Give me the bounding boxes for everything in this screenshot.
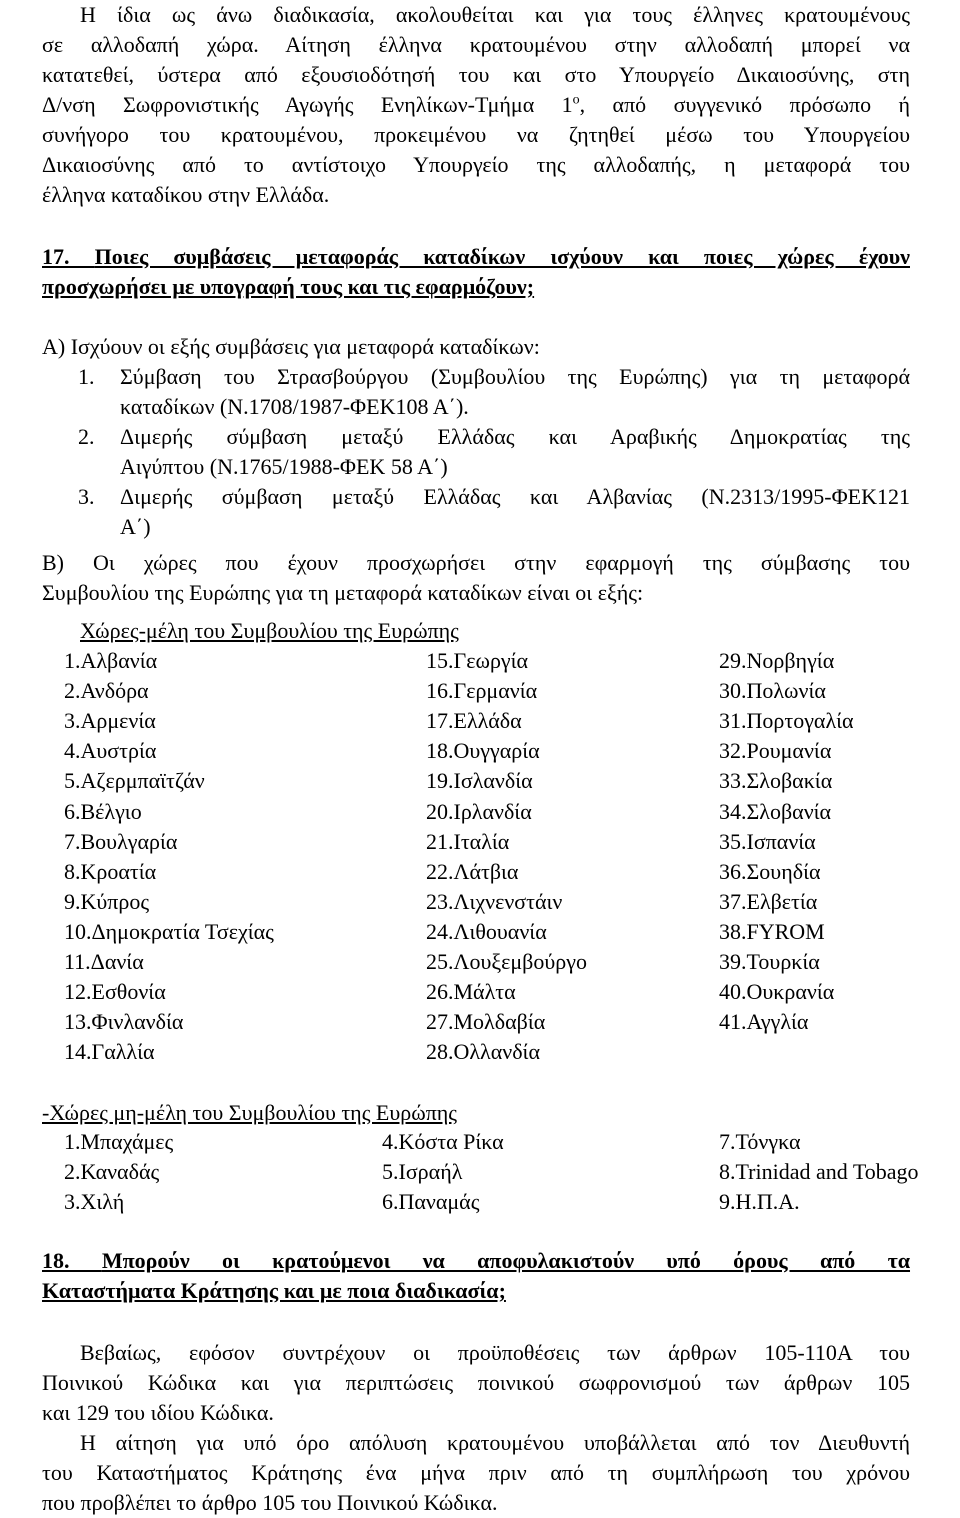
country-item: 33.Σλοβακία (719, 768, 833, 794)
intro-line: συνήγορο του κρατουμένου, προκειμένου να ζητηθεί μέσω του Υπουργείου (42, 122, 910, 147)
country-item: 19.Ισλανδία (426, 768, 533, 794)
country-item: 7.Βουλγαρία (64, 828, 178, 854)
country-item: 16.Γερμανία (426, 678, 538, 704)
country-item: 1.Μπαχάμες (64, 1129, 174, 1154)
intro-line: έλληνα καταδίκου στην Ελλάδα. (42, 182, 330, 207)
country-item: 24.Λιθουανία (426, 918, 547, 944)
country-item: 25.Λουξεμβούργο (426, 949, 587, 974)
country-item: 5.Ισραήλ (382, 1159, 463, 1185)
members-heading: Χώρες-μέλη του Συμβουλίου της Ευρώπης (80, 618, 459, 643)
country-item: 5.Αζερμπαϊτζάν (64, 768, 205, 794)
intro-line: κατατεθεί, ύστερα από εξουσιοδότησή του και στο Υπουργείο Δικαιοσύνης, στη (42, 62, 910, 87)
part-a (42, 332, 910, 362)
country-item: 22.Λάτβια (426, 858, 519, 884)
country-item: 15.Γεωργία (426, 648, 529, 673)
body-line: Βεβαίως, εφόσον συντρέχουν οι προϋποθέσεις των άρθρων 105-110Α του (80, 1340, 910, 1365)
country-item: 37.Ελβετία (719, 888, 818, 914)
country-item: 29.Νορβηγία (719, 648, 835, 673)
country-item: 2.Ανδόρα (64, 678, 149, 704)
country-item: 26.Μάλτα (426, 979, 516, 1005)
country-item: 7.Τόνγκα (719, 1129, 801, 1154)
section-17-heading (42, 242, 910, 302)
heading-line: Καταστήματα Κράτησης και με ποια διαδικασία; (42, 1278, 506, 1303)
country-item: 30.Πολωνία (719, 678, 826, 704)
country-item: 10.Δημοκρατία Τσεχίας (64, 918, 274, 944)
country-item: 14.Γαλλία (64, 1039, 155, 1065)
country-item: 12.Εσθονία (64, 979, 166, 1005)
body-line: και 129 του ιδίου Κώδικα. (42, 1400, 274, 1425)
heading-line: 18. Μπορούν οι κρατούμενοι να αποφυλακιστούν υπό όρους από τα (42, 1248, 911, 1273)
country-item: 38.FYROM (719, 918, 825, 944)
intro-paragraph (42, 0, 910, 210)
country-item: 20.Ιρλανδία (426, 798, 532, 824)
country-item: 1.Αλβανία (64, 648, 158, 673)
country-item: 13.Φινλανδία (64, 1009, 184, 1035)
section-18-heading (42, 1246, 910, 1306)
section-18-body (42, 1338, 910, 1518)
country-item: 21.Ιταλία (426, 828, 510, 854)
nonmembers-heading: -Χώρες μη-μέλη του Συμβουλίου της Ευρώπης (42, 1100, 458, 1125)
country-item: 4.Κόστα Ρίκα (382, 1129, 504, 1154)
country-item: 8.Κροατία (64, 858, 157, 884)
country-item: 3.Αρμενία (64, 708, 156, 734)
country-item: 3.Χιλή (64, 1189, 125, 1215)
country-item: 36.Σουηδία (719, 858, 821, 884)
intro-line: Δ/νση Σωφρονιστικής Αγωγής Ενηλίκων-Τμήμα $1^o$, από συγγενικό πρόσωπο ή (42, 92, 910, 117)
body-line: που προβλέπει το άρθρο 105 του Ποινικού Κώδικα. (42, 1490, 498, 1515)
country-item: 31.Πορτογαλία (719, 708, 854, 734)
country-item: 6.Παναμάς (382, 1189, 480, 1215)
part-b-line: Β) Οι χώρες που έχουν προσχωρήσει στην εφαρμογή της σύμβασης του (42, 550, 910, 575)
country-item: 27.Μολδαβία (426, 1009, 546, 1035)
body-line: Η αίτηση για υπό όρο απόλυση κρατουμένου υποβάλλεται από τον Διευθυντή (80, 1430, 910, 1455)
intro-line: Η ίδια ως άνω διαδικασία, ακολουθείται και για τους έλληνες κρατουμένους (80, 2, 910, 27)
country-item: 6.Βέλγιο (64, 798, 142, 824)
intro-line: σε αλλοδαπή χώρα. Αίτηση έλληνα κρατουμένου στην αλλοδαπή μπορεί να (42, 32, 910, 57)
country-item: 23.Λιχνενστάιν (426, 888, 563, 914)
country-item: 34.Σλοβανία (719, 798, 832, 824)
country-item: 32.Ρουμανία (719, 738, 832, 764)
country-item: 39.Τουρκία (719, 949, 820, 974)
country-item: 2.Καναδάς (64, 1159, 160, 1185)
heading-line: 17. Ποιες συμβάσεις μεταφοράς καταδίκων ισχύουν και ποιες χώρες έχουν (42, 244, 910, 269)
country-item: 41.Αγγλία (719, 1009, 809, 1035)
country-item: 8.Trinidad and Tobago (719, 1159, 919, 1185)
intro-line: Δικαιοσύνης από το αντίστοιχο Υπουργείο της αλλοδαπής, η μεταφορά του (42, 152, 910, 177)
country-item: 4.Αυστρία (64, 738, 157, 764)
country-item: 28.Ολλανδία (426, 1039, 541, 1065)
country-item: 11.Δανία (64, 949, 144, 974)
part-b (42, 548, 910, 608)
body-line: Ποινικού Κώδικα και για περιπτώσεις ποινικού σωφρονισμού των άρθρων 105 (42, 1370, 910, 1395)
country-item: 40.Ουκρανία (719, 979, 835, 1005)
part-a-intro: Α) Ισχύουν οι εξής συμβάσεις για μεταφορά καταδίκων: (42, 334, 540, 359)
heading-line: προσχωρήσει με υπογραφή τους και τις εφαρμόζουν; (42, 274, 535, 299)
document-page: Η ίδια ως άνω διαδικασία, ακολουθείται και για τους έλληνες κρατουμένους σε αλλοδαπή χώρα. Αίτηση έλληνα κρατουμένου στην αλλοδαπή μπορεί να κατατεθεί, ύστερα από εξουσιοδότησή του και στο Υπουργείο Δικαιοσύνης, στη Δ/νση Σωφρονιστικής Αγωγής Ενηλίκων-Τμήμα $1^o$, από συγγενικό πρόσωπο ή συνήγορο του κρατουμένου, προκειμένου να ζητηθεί μέσω του Υπουργείου Δικαιοσύνης από το αντίστοιχο Υπουργείο της αλλοδαπής, η μεταφορά του έλληνα καταδίκου στην Ελλάδα. 17. Ποιες συμβάσεις μεταφοράς καταδίκων ισχύουν και ποιες χώρες έχουν προσχωρήσει με υπογραφή τους και τις εφαρμόζουν; Α) Ισχύουν οι εξής συμβάσεις για μεταφορά καταδίκων: 1. Σύμβαση του Στρασβούργου (Συμβουλίου της Ευρώπης) για τη μεταφορά καταδίκων (Ν.1708/1987-ΦΕΚ108 Α΄). 2. Διμερής σύμβαση μεταξύ Ελλάδας και Αραβικής Δημοκρατίας της Αιγύπτου (Ν.1765/1988-ΦΕΚ 58 Α΄) 3. Διμερής σύμβαση μεταξύ Ελλάδας και Αλβανίας (Ν.2313/1995-ΦΕΚ121 Α΄) Β) Οι χώρες που έχουν προσχωρήσει στην εφαρμογή της σύμβασης του Συμβουλίου της Ευρώπης για τη μεταφορά καταδίκων είναι οι εξής: Χώρες-μέλη του Συμβουλίου της Ευρώπης 1.Αλβανία 2.Ανδόρα 3.Αρμενία 4.Αυστρία 5.Αζερμπαϊτζάν 6.Βέλγιο 7.Βουλγαρία 8.Κροατία 9.Κύπρος 10.Δημοκρατία Τσεχίας 11.Δανία 12.Εσθονία 13.Φινλανδία 14.Γαλλία 15.Γεωργία 16.Γερμανία 17.Ελλάδα 18.Ουγγαρία 19.Ισλανδία 20.Ιρλανδία 21.Ιταλία 22.Λάτβια 23.Λιχνενστάιν 24.Λιθουανία 25.Λουξεμβούργο 26.Μάλτα 27.Μολδαβία 28.Ολλανδία 29.Νορβηγία 30.Πολωνία 31.Πορτογαλία 32.Ρουμανία 33.Σλοβακία 34.Σλοβανία 35.Ισπανία 36.Σουηδία 37.Ελβετία 38.FYROM 39.Τουρκία 40.Ουκρανία 41.Αγγλία -Χώρες μη-μέλη του Συμβουλίου της Ευρώπης 1.Μπαχάμες 2.Καναδάς 3.Χιλή 4.Κόστα Ρίκα 5.Ισραήλ 6.Παναμάς 7.Τόνγκα 8.Trinidad and Tobago 9.Η.Π.Α. 18. Μπορούν οι κρατούμενοι να αποφυλακιστούν υπό όρους από τα Καταστήματα Κράτησης και με ποια διαδικασία; Βεβαίως, εφόσον συντρέχουν οι προϋποθέσεις των άρθρων 105-110Α του Ποινικού Κώδικα και για περιπτώσεις ποινικού σωφρονισμού των άρθρων 105 και 129 του ιδίου Κώδικα. Η αίτηση για υπό όρο απόλυση κρατουμένου υποβάλλεται από τον Διευθυντή του Καταστήματος Κράτησης ένα μήνα πριν από τη συμπλήρωση του χρόνου που προβλέπει το άρθρο 105 του Ποινικού Κώδικα. (0, 0, 960, 1518)
country-item: 9.Κύπρος (64, 888, 150, 914)
country-item: 35.Ισπανία (719, 828, 816, 854)
body-line: του Καταστήματος Κράτησης ένα μήνα πριν από τη συμπλήρωση του χρόνου (42, 1460, 910, 1485)
country-item: 17.Ελλάδα (426, 708, 522, 734)
country-item: 18.Ουγγαρία (426, 738, 540, 764)
country-item: 9.Η.Π.Α. (719, 1189, 800, 1215)
part-b-line: Συμβουλίου της Ευρώπης για τη μεταφορά καταδίκων είναι οι εξής: (42, 580, 644, 605)
